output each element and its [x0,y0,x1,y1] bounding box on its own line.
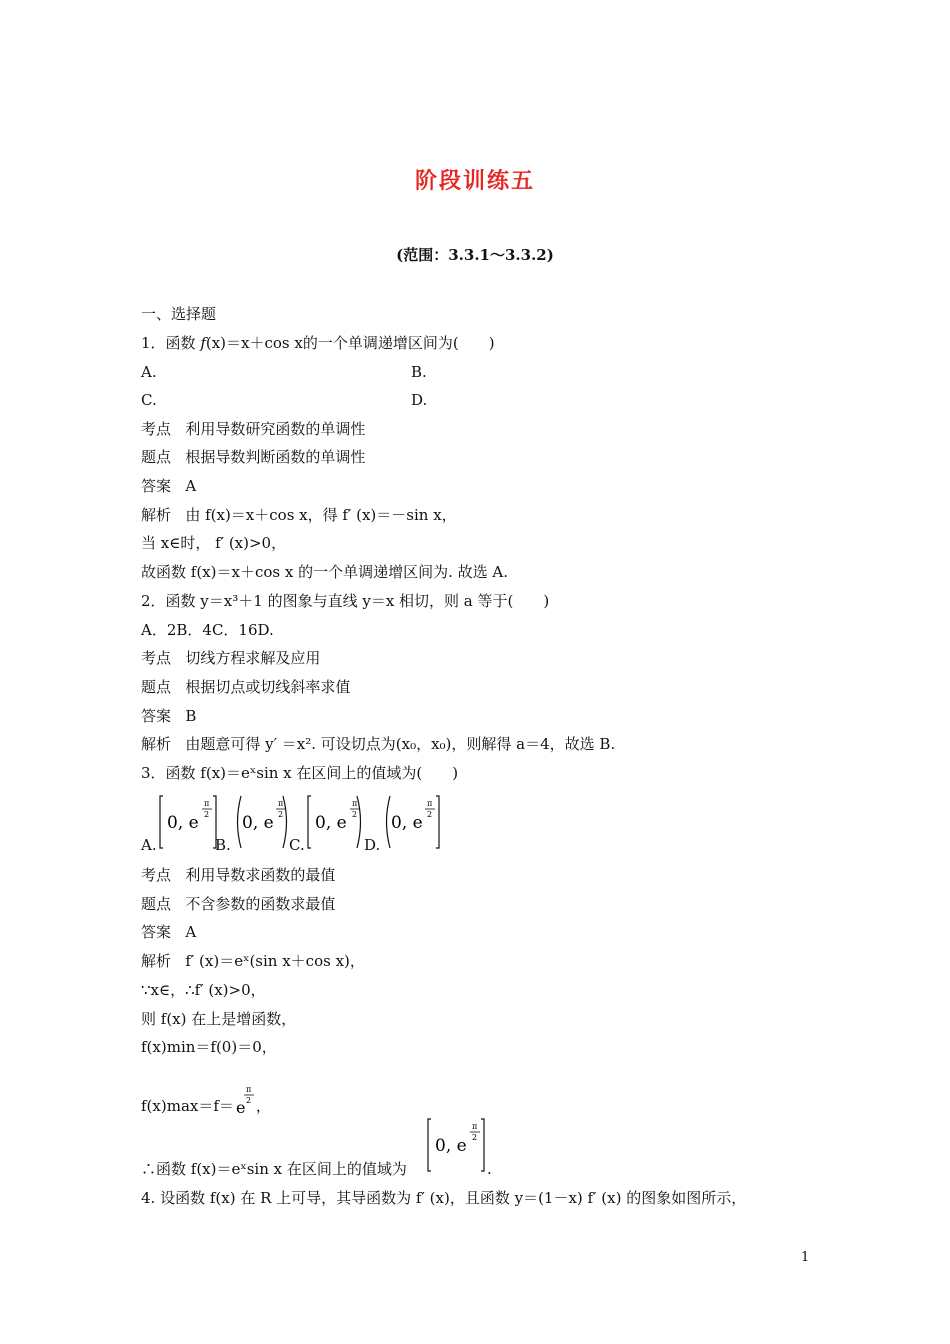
answer-value: B [185,707,197,725]
svg-text:2: 2 [245,1096,251,1105]
answer-label: 答案 [141,923,172,941]
tidian-text: 不含参数的函数求最值 [185,895,336,913]
q3-option-b-label: B. [215,836,231,854]
svg-text:0, e: 0, e [167,813,199,833]
section-heading: 一、选择题 [141,305,217,323]
answer-value: A [185,477,197,495]
q3-analysis-5 [141,1083,271,1117]
tidian-label: 题点 [141,448,172,466]
q1-answer [141,476,196,496]
svg-text:2: 2 [278,810,284,819]
q3-analysis-6-end: . [487,1160,492,1178]
q1-kaodian [141,419,365,439]
q3-tidian [141,894,335,914]
analysis-text: 由题意可得 y′ ＝x². 可设切点为(x₀，x₀)，则解得 a＝4，故选 B. [185,735,616,753]
q3-answer [141,922,196,942]
q1-option-b: B. [411,363,427,381]
svg-text:0, e: 0, e [315,813,347,833]
q3-analysis-6: ∴函数 f(x)＝eˣsin x 在区间上的值域为 [141,1160,407,1178]
analysis-text: f′ (x)＝eˣ(sin x＋cos x)， [185,952,365,970]
q1-stem-prefix: 1．函数 [141,334,201,352]
svg-text:π: π [472,1122,478,1131]
answer-label: 答案 [141,477,172,495]
kaodian-text: 利用导数求函数的最值 [185,866,336,884]
q1-tidian [141,447,365,467]
q3-option-a-interval [159,792,217,852]
q3-range-interval [427,1116,485,1174]
q2-analysis [141,734,615,754]
page-title: 阶段训练五 [414,168,535,194]
tidian-label: 题点 [141,678,172,696]
svg-text:π: π [352,799,358,808]
svg-text:0, e: 0, e [242,813,274,833]
analysis-label: 解析 [141,506,172,524]
svg-text:π: π [427,799,433,808]
question-4-stem: 4. 设函数 f(x) 在 R 上可导，其导函数为 f′ (x)，且函数 y＝(1－x) f′ (x) 的图象如图所示， [141,1189,747,1207]
tidian-text: 根据导数判断函数的单调性 [185,448,366,466]
kaodian-label: 考点 [141,866,172,884]
question-2-stem: 2．函数 y＝x³＋1 的图象与直线 y＝x 相切，则 a 等于( ) [141,592,550,610]
q3-analysis-4: f(x)min＝f(0)＝0， [141,1038,277,1056]
q3-kaodian [141,865,335,885]
answer-value: A [185,923,197,941]
q2-kaodian [141,648,320,668]
q1-stem-mid: (x)＝x＋cos x [205,334,303,352]
svg-text:2: 2 [472,1133,478,1142]
tidian-text: 根据切点或切线斜率求值 [185,678,351,696]
question-1-stem [141,333,495,353]
analysis-label: 解析 [141,952,172,970]
kaodian-label: 考点 [141,649,172,667]
kaodian-text: 切线方程求解及应用 [185,649,321,667]
q1-option-c: C. [141,391,157,409]
q3-analysis-2: ∵x∈，∴f′ (x)>0， [141,981,266,999]
q3-option-c-label: C. [289,836,305,854]
e-pi-over-2 [234,1083,256,1117]
q3-options-row [141,792,461,856]
analysis-label: 解析 [141,735,172,753]
kaodian-label: 考点 [141,420,172,438]
svg-text:π: π [278,799,284,808]
q3-option-b-interval [233,792,291,852]
answer-label: 答案 [141,707,172,725]
tidian-label: 题点 [141,895,172,913]
q3-analysis-3: 则 f(x) 在上是增函数， [141,1010,297,1028]
q3-option-c-interval [307,792,365,852]
svg-text:π: π [245,1085,252,1094]
analysis-text: 由 f(x)＝x＋cos x，得 f′ (x)＝－sin x， [185,506,457,524]
analysis-5-suffix: ， [255,1097,271,1115]
svg-text:e: e [235,1098,246,1117]
svg-text:0, e: 0, e [391,813,423,833]
q1-option-a: A. [141,363,157,381]
svg-text:0, e: 0, e [435,1136,467,1156]
q3-option-d-label: D. [364,836,381,854]
q1-analysis-1 [141,505,457,525]
svg-text:2: 2 [204,810,210,819]
svg-text:π: π [204,799,210,808]
question-3-stem: 3．函数 f(x)＝eˣsin x 在区间上的值域为( ) [141,764,459,782]
kaodian-text: 利用导数研究函数的单调性 [185,420,366,438]
q3-analysis-1 [141,951,365,971]
q1-stem-suffix: 的一个单调递增区间为( ) [302,334,495,352]
analysis-5-prefix: f(x)max＝f＝ [141,1097,234,1115]
q1-stem-func: f [200,334,206,352]
q2-options: A．2B．4C．16D. [141,621,274,639]
q3-option-a-label: A. [141,836,157,854]
q1-analysis-3: 故函数 f(x)＝x＋cos x 的一个单调递增区间为. 故选 A. [141,563,508,581]
scope-subtitle: (范围：3.3.1～3.3.2) [396,246,554,264]
page-number: 1 [801,1250,810,1265]
q1-analysis-2: 当 x∈时， f′ (x)>0， [141,534,287,552]
q3-option-d-interval [382,792,440,852]
q2-answer [141,706,196,726]
q2-tidian [141,677,350,697]
q1-option-d: D. [411,391,428,409]
svg-text:2: 2 [427,810,433,819]
svg-text:2: 2 [352,810,358,819]
